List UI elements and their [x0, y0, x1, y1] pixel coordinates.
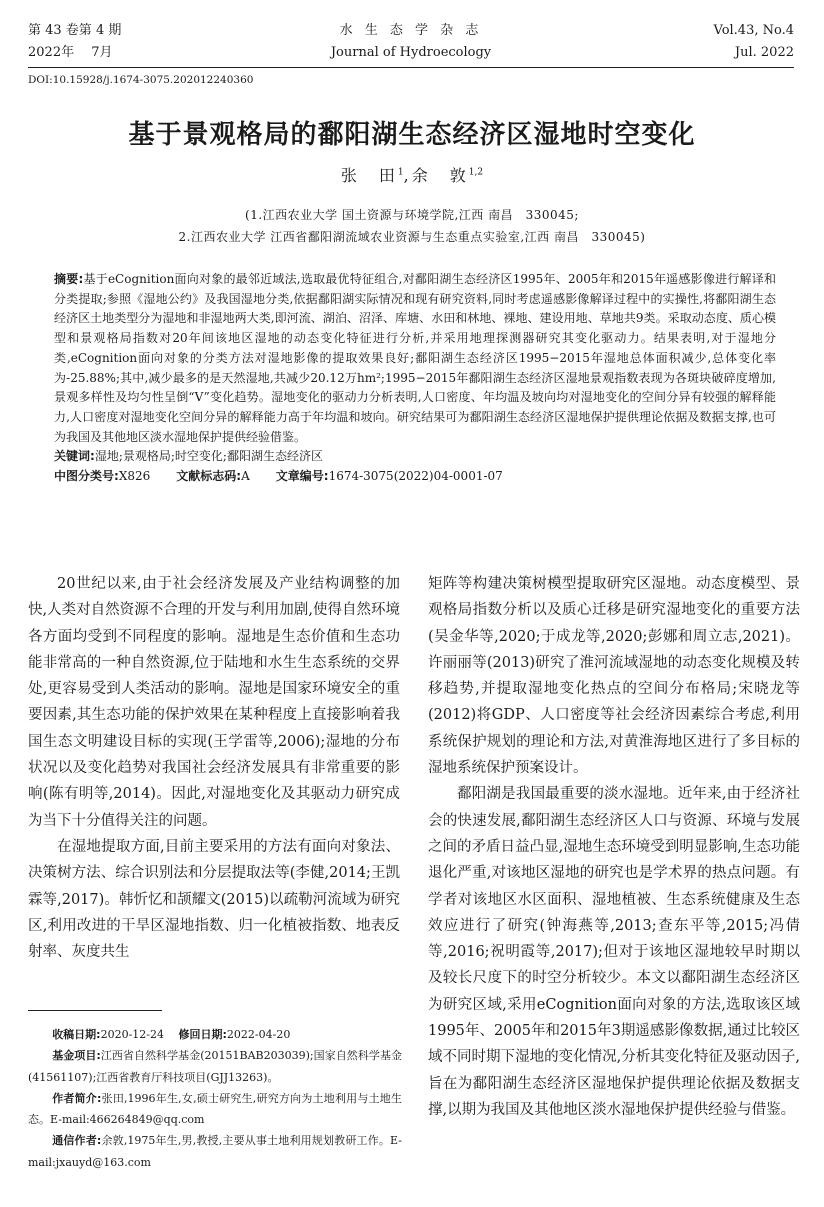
received-label: 收稿日期: — [52, 1028, 101, 1041]
body-column-left — [28, 571, 400, 965]
author-separator: , — [403, 166, 412, 185]
footnotes — [28, 1024, 402, 1173]
author-affiliation-mark: 1,2 — [468, 167, 484, 178]
author-name: 余 敦 — [411, 166, 469, 185]
fund-value: 江西省自然科学基金(20151BAB203039);国家自然科学基金(41561107);江西省教育厅科技项目(GJJ13263)。 — [28, 1049, 402, 1084]
footnote-author-bio — [28, 1088, 402, 1131]
body-paragraph: 20世纪以来,由于社会经济发展及产业结构调整的加快,人类对自然资源不合理的开发与利用加剧,使得自然环境各方面均受到不同程度的影响。湿地是生态价值和生态功能非常高的一种自然资源,位于陆地和水生生态系统的交界处,更容易受到人类活动的影响。湿地是国家环境安全的重要因素,其生态功能的保护效果在某种程度上直接影响着我国生态文明建设目标的实现(王学雷等,2006);湿地的分布状况以及变化趋势对我国社会经济发展具有非常重要的影响(陈有明等,2014)。因此,对湿地变化及其驱动力研究成为当下十分值得关注的问题。 — [28, 576, 400, 829]
classification-line — [54, 467, 776, 487]
keywords — [54, 447, 776, 467]
journal-name-cn: 水 生 态 学 杂 志 — [339, 23, 483, 38]
affiliation-2: 2.江西农业大学 江西省鄱阳湖流域农业资源与生态重点实验室,江西 南昌 330045) — [178, 230, 646, 244]
received-value: 2020-12-24 — [100, 1028, 165, 1041]
body-paragraph: 鄱阳湖是我国最重要的淡水湿地。近年来,由于经济社会的快速发展,鄱阳湖生态经济区人口与资源、环境与发展之间的矛盾日益凸显,湿地生态环境受到明显影响,生态功能退化严重,对该地区湿地的研究也是学术界的热点问题。有学者对该地区水区面积、湿地植被、生态系统健康及生态效应进行了研究(钟海燕等,2013;查东平等,2015;冯倩等,2016;祝明霞等,2017);但对于该地区湿地较早时期以及较长尺度下的时空分析较少。本文以鄱阳湖生态经济区为研究区域,采用eCognition面向对象的方法,选取该区域1995年、2005年和2015年3期遥感影像数据,通过比较区域不同时期下湿地的变化情况,分析其变化特征及驱动因子,旨在为鄱阳湖生态经济区湿地保护提供理论依据及数据支撑,以期为我国及其他地区淡水湿地保护提供经验与借鉴。 — [428, 786, 800, 1118]
volume-issue-en: Vol.43, No.4 — [713, 23, 794, 38]
bio-label: 作者简介: — [52, 1091, 102, 1105]
volume-issue-cn: 第 43 卷第 4 期 — [28, 23, 122, 38]
header-center — [28, 20, 794, 64]
author-line — [0, 163, 824, 186]
article-title: 基于景观格局的鄱阳湖生态经济区湿地时空变化 — [128, 120, 696, 150]
body-paragraph: 在湿地提取方面,目前主要采用的方法有面向对象法、决策树方法、综合识别法和分层提取法等(李健,2014;王凯霖等,2017)。韩忻忆和颉耀文(2015)以疏勒河流域为研究区,利用改进的干旱区湿地指数、归一化植被指数、地表反射率、灰度共生 — [28, 838, 400, 961]
revised-value: 2022-04-20 — [226, 1028, 291, 1041]
clc-label: 中图分类号: — [54, 469, 119, 484]
header-right — [714, 20, 795, 64]
author-name: 张 田 — [340, 166, 398, 185]
corresponding-value: 余敦,1975年生,男,教授,主要从事土地利用规划教研工作。E-mail:jxauyd@163.com — [28, 1134, 402, 1169]
fund-label: 基金项目: — [52, 1049, 101, 1063]
corresponding-label: 通信作者: — [52, 1134, 102, 1148]
footnote-rule — [28, 1010, 162, 1011]
keywords-text: 湿地;景观格局;时空变化;鄱阳湖生态经济区 — [94, 449, 323, 464]
footnote-dates — [28, 1024, 402, 1045]
footnote-corresponding — [28, 1130, 402, 1173]
abstract — [54, 270, 776, 447]
running-header — [28, 20, 794, 70]
clc-value: X826 — [118, 469, 151, 484]
doc-code-value: A — [241, 469, 250, 484]
doc-code-label: 文献标志码: — [176, 469, 242, 484]
affiliation-1: (1.江西农业大学 国土资源与环境学院,江西 南昌 330045; — [245, 208, 579, 222]
abstract-label: 摘要: — [54, 272, 84, 286]
revised-label: 修回日期: — [178, 1028, 227, 1041]
author-affiliation-mark: 1 — [397, 167, 404, 178]
article-number-label: 文章编号: — [275, 469, 329, 484]
bio-value: 张田,1996年生,女,硕士研究生,研究方向为土地利用与土地生态。E-mail:466264849@qq.com — [28, 1091, 402, 1127]
keywords-label: 关键词: — [54, 449, 95, 464]
abstract-text: 基于eCognition面向对象的最邻近域法,选取最优特征组合,对鄱阳湖生态经济区1995年、2005年和2015年遥感影像进行解译和分类提取;参照《湿地公约》及我国湿地分类,依据鄱阳湖实际情况和现有研究资料,同时考虑遥感影像解译过程中的实操性,将鄱阳湖生态经济区土地类型分为湿地和非湿地两大类,即河流、湖泊、沼泽、库塘、水田和林地、裸地、建设用地、草地共9类。采取动态度、质心模型和景观格局指数对20年间该地区湿地的动态变化特征进行分析,并采用地理探测器研究其变化驱动力。结果表明,对于湿地分类,eCognition面向对象的分类方法对湿地影像的提取效果良好;鄱阳湖生态经济区1995−2015年湿地总体面积减少,总体变化率为-25.88%;其中,减少最多的是天然湿地,共减少20.12万hm²;1995−2015年鄱阳湖生态经济区湿地景观指数表现为各斑块破碎度增加,景观多样性及均匀性呈倒“V”变化趋势。湿地变化的驱动力分析表明,人口密度、年均温及坡向均对湿地变化的空间分异有较强的解释能力,人口密度对湿地变化空间分异的解释能力高于年均温和坡向。研究结果可为鄱阳湖生态经济区湿地保护提供理论依据及数据支撑,也可为我国及其他地区淡水湿地保护提供经验借鉴。 — [54, 272, 776, 444]
date-cn: 2022年 7月 — [28, 45, 113, 60]
journal-name-en: Journal of Hydroecology — [330, 45, 492, 60]
body-column-right — [428, 571, 800, 1123]
abstract-block — [54, 270, 776, 487]
article-number-value: 1674-3075(2022)04-0001-07 — [328, 469, 503, 484]
header-rule — [28, 67, 794, 68]
body-paragraph: 矩阵等构建决策树模型提取研究区湿地。动态度模型、景观格局指数分析以及质心迁移是研究湿地变化的重要方法(吴金华等,2020;于成龙等,2020;彭娜和周立志,2021)。许丽丽等(2013)研究了淮河流域湿地的动态变化规模及转移趋势,并提取湿地变化热点的空间分布格局;宋晓龙等(2012)将GDP、人口密度等社会经济因素综合考虑,利用系统保护规划的理论和方法,对黄淮海地区进行了多目标的湿地系统保护预案设计。 — [428, 576, 800, 777]
doi: DOI:10.15928/j.1674-3075.202012240360 — [28, 74, 254, 86]
footnote-fund — [28, 1045, 402, 1088]
date-en: Jul. 2022 — [734, 45, 794, 60]
